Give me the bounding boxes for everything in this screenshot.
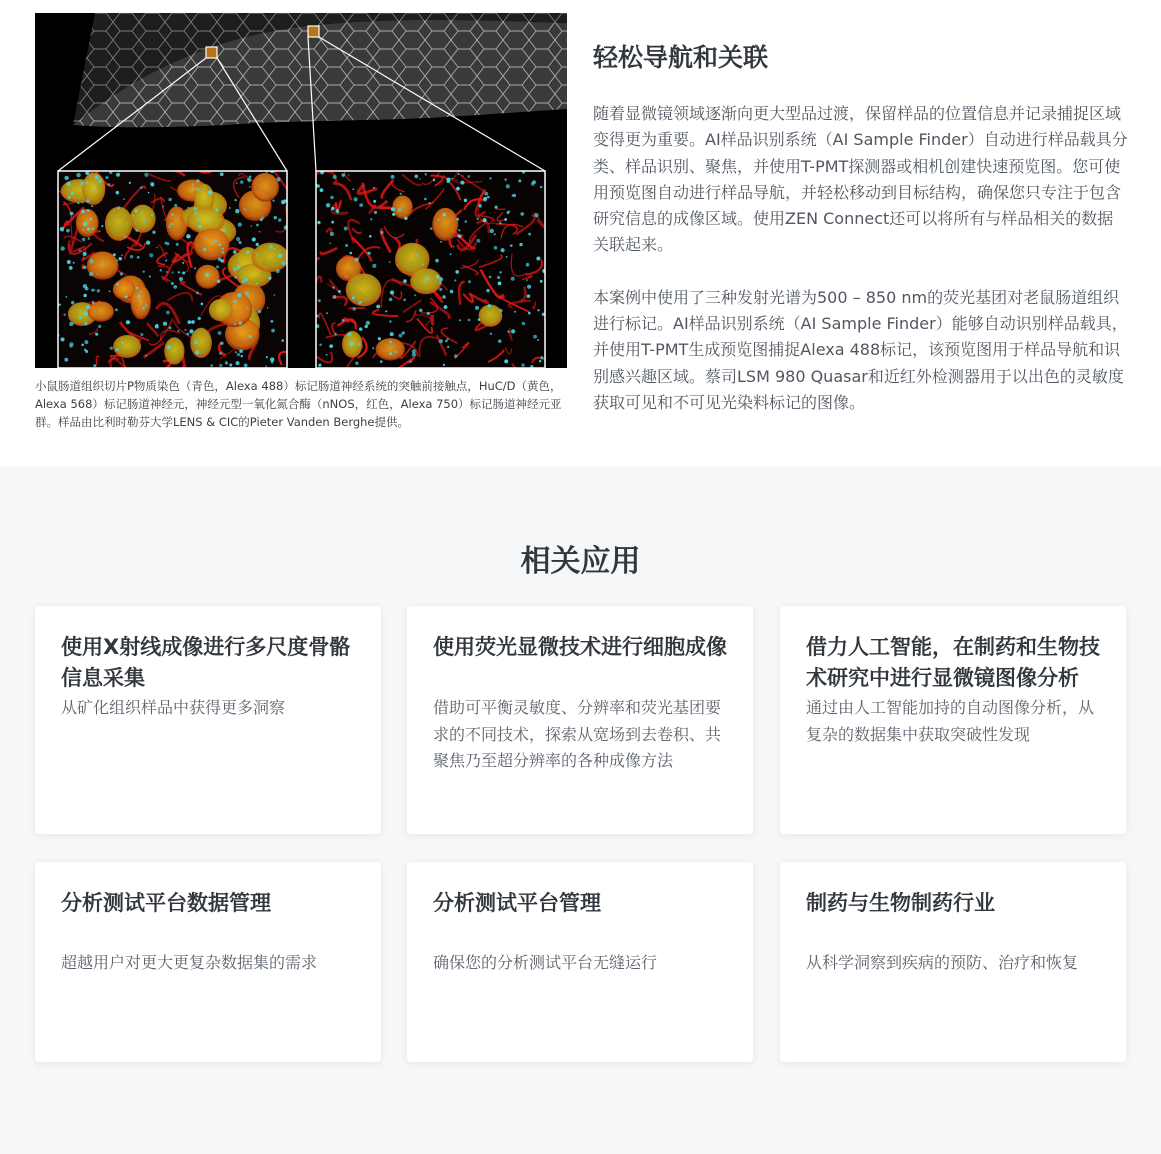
related-card[interactable]: [35, 606, 381, 834]
related-card[interactable]: [407, 606, 753, 834]
microscopy-figure: [35, 13, 567, 368]
related-card[interactable]: [35, 862, 381, 1062]
section-paragraph: 本案例中使用了三种发射光谱为500 – 850 nm的荧光基团对老鼠肠道组织进行标记。AI样品识别系统（AI Sample Finder）能够自动识别样品载具，并使用T-PMT生成预览图捕捉Alexa 488标记，该预览图用于样品导航和识别感兴趣区域。蔡司LSM 980 Quasar和近红外检测器用于以出色的灵敏度获取可见和不可见光染料标记的图像。: [593, 287, 1128, 412]
fluorescence-tissue-image: [35, 13, 567, 368]
figure-caption: 小鼠肠道组织切片P物质染色（青色，Alexa 488）标记肠道神经系统的突触前接触点，HuC/D（黄色，Alexa 568）标记肠道神经元，神经元型一氧化氮合酶（nNOS，红色，Alexa 750）标记肠道神经元亚群。样品由比利时勒芬大学LENS & CIC的Pieter Vanden Berghe提供。: [35, 379, 562, 429]
card-description: 超越用户对更大更复杂数据集的需求: [61, 953, 318, 972]
related-applications-section: [0, 466, 1161, 1154]
card-description: 通过由人工智能加持的自动图像分析，从复杂的数据集中获取突破性发现: [806, 698, 1095, 744]
card-title: 使用X射线成像进行多尺度骨骼信息采集: [61, 635, 351, 690]
card-description: 借助可平衡灵敏度、分辨率和荧光基团要求的不同技术，探索从宽场到去卷积、共聚焦乃至超分辨率的各种成像方法: [433, 698, 722, 770]
section-paragraph: 随着显微镜领域逐渐向更大型品过渡，保留样品的位置信息并记录捕捉区域变得更为重要。AI样品识别系统（AI Sample Finder）自动进行样品载具分类、样品识别、聚焦，并使用T-PMT探测器或相机创建快速预览图。您可使用预览图自动进行样品导航，并轻松移动到目标结构，确保您只专注于包含研究信息的成像区域。使用ZEN Connect还可以将所有与样品相关的数据关联起来。: [593, 104, 1128, 255]
card-title: 分析测试平台数据管理: [61, 891, 271, 915]
card-description: 从矿化组织样品中获得更多洞察: [61, 698, 286, 717]
section-title: 轻松导航和关联: [593, 43, 769, 72]
card-description: 确保您的分析测试平台无缝运行: [433, 953, 658, 972]
related-heading: 相关应用: [520, 544, 641, 579]
card-title: 借力人工智能，在制药和生物技术研究中进行显微镜图像分析: [806, 635, 1100, 690]
card-description: 从科学洞察到疾病的预防、治疗和恢复: [806, 953, 1079, 972]
related-card[interactable]: [407, 862, 753, 1062]
card-title: 使用荧光显微技术进行细胞成像: [433, 635, 727, 659]
section-text: [593, 40, 1128, 416]
navigation-section: [0, 0, 1161, 466]
related-card[interactable]: [780, 862, 1126, 1062]
related-card[interactable]: [780, 606, 1126, 834]
card-title: 制药与生物制药行业: [806, 891, 995, 915]
card-title: 分析测试平台管理: [433, 891, 601, 915]
